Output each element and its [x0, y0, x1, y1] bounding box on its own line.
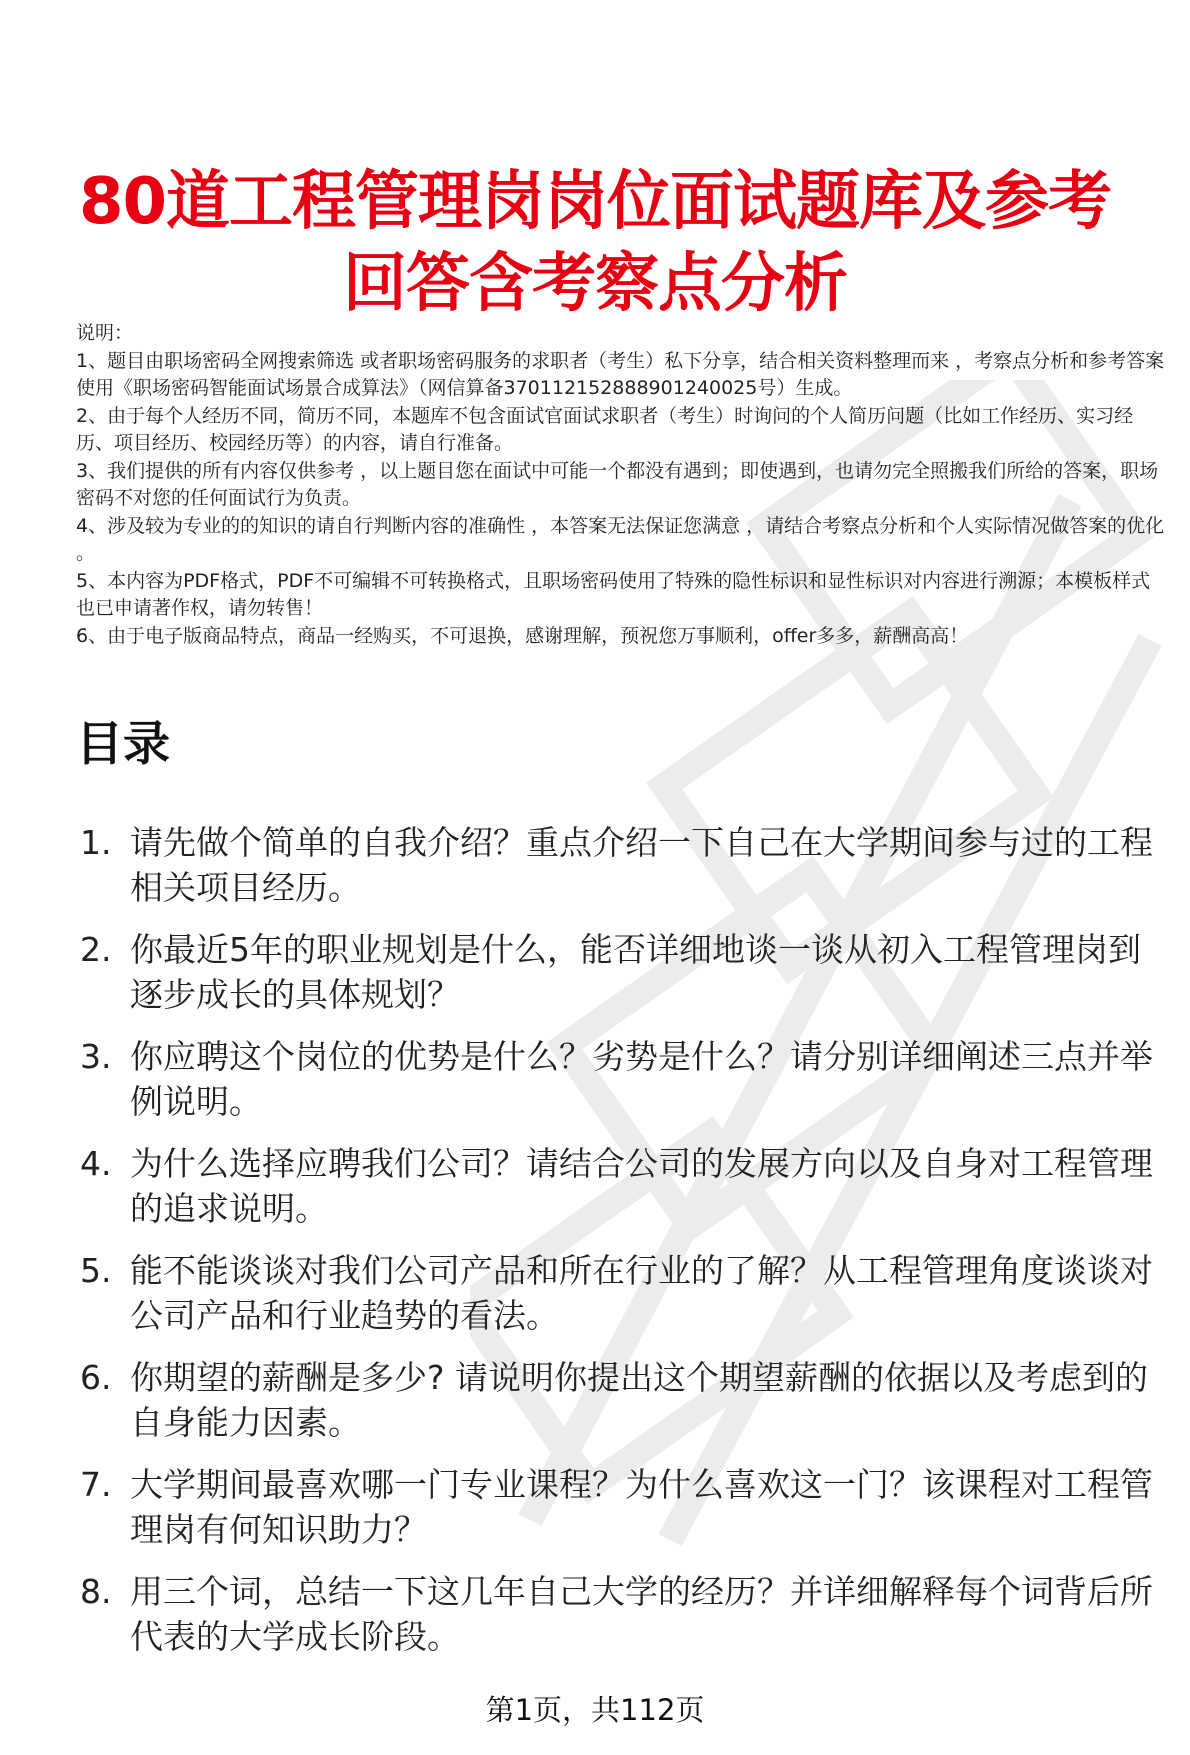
toc-item-text: 大学期间最喜欢哪一门专业课程？为什么喜欢这一门？该课程对工程管理岗有何知识助力？: [130, 1465, 1153, 1549]
toc-item-text: 你期望的薪酬是多少? 请说明你提出这个期望薪酬的依据以及考虑到的自身能力因素。: [130, 1358, 1149, 1442]
toc-item-text: 你应聘这个岗位的优势是什么？劣势是什么？请分别详细阐述三点并举例说明。: [130, 1037, 1153, 1121]
toc-item-number: 3.: [80, 1037, 112, 1076]
note-item: 1、题目由职场密码全网搜索筛选 或者职场密码服务的求职者（考生）私下分享，结合相关资料整理而来 ，考察点分析和参考答案使用《职场密码智能面试场景合成算法》（网信算备370112152888901240025号）生成。: [76, 349, 1165, 399]
page-number: 第1页，共112页: [485, 1693, 705, 1727]
toc-list: [80, 820, 1160, 1676]
toc-item-number: 6.: [80, 1358, 112, 1397]
toc-item[interactable]: [80, 1355, 1160, 1462]
toc-item[interactable]: [80, 927, 1160, 1034]
notes-heading: 说明：: [76, 322, 134, 344]
toc-item-text: 为什么选择应聘我们公司？请结合公司的发展方向以及自身对工程管理的追求说明。: [130, 1144, 1153, 1228]
note-item: 4、涉及较为专业的的知识的请自行判断内容的准确性 ，本答案无法保证您满意 ，请结合考察点分析和个人实际情况做答案的优化 。: [76, 514, 1165, 564]
toc-item-number: 5.: [80, 1251, 112, 1290]
disclaimer-notes: [76, 320, 1166, 650]
toc-item[interactable]: [80, 1569, 1160, 1676]
toc-item-number: 7.: [80, 1465, 112, 1504]
toc-item-text: 用三个词，总结一下这几年自己大学的经历？并详细解释每个词背后所代表的大学成长阶段。: [130, 1572, 1153, 1656]
toc-heading: 目录: [76, 717, 170, 772]
toc-item-number: 1.: [80, 823, 112, 862]
toc-item-text: 请先做个简单的自我介绍？重点介绍一下自己在大学期间参与过的工程相关项目经历。: [130, 823, 1153, 907]
note-item: 5、本内容为PDF格式，PDF不可编辑不可转换格式，且职场密码使用了特殊的隐性标识和显性标识对内容进行溯源；本模板样式也已申请著作权，请勿转售！: [76, 569, 1151, 619]
note-item: 3、我们提供的所有内容仅供参考 ，以上题目您在面试中可能一个都没有遇到；即使遇到，也请勿完全照搬我们所给的答案，职场密码不对您的任何面试行为负责。: [76, 459, 1159, 509]
note-item: 2、由于每个人经历不同，简历不同，本题库不包含面试官面试求职者（考生）时询问的个人简历问题（比如工作经历、实习经历、项目经历、校园经历等）的内容，请自行准备。: [76, 404, 1134, 454]
toc-item[interactable]: [80, 1141, 1160, 1248]
toc-item[interactable]: [80, 1462, 1160, 1569]
toc-item[interactable]: [80, 820, 1160, 927]
toc-item-number: 2.: [80, 930, 112, 969]
toc-item-number: 8.: [80, 1572, 112, 1611]
toc-item-number: 4.: [80, 1144, 112, 1183]
toc-item[interactable]: [80, 1034, 1160, 1141]
note-item: 6、由于电子版商品特点，商品一经购买，不可退换，感谢理解，预祝您万事顺利，offer多多，薪酬高高！: [76, 624, 969, 647]
toc-item[interactable]: [80, 1248, 1160, 1355]
page-title: 80道工程管理岗岗位面试题库及参考回答含考察点分析: [78, 164, 1112, 321]
toc-item-text: 你最近5年的职业规划是什么，能否详细地谈一谈从初入工程管理岗到逐步成长的具体规划？: [130, 930, 1141, 1014]
toc-item-text: 能不能谈谈对我们公司产品和所在行业的了解？从工程管理角度谈谈对公司产品和行业趋势的看法。: [130, 1251, 1153, 1335]
